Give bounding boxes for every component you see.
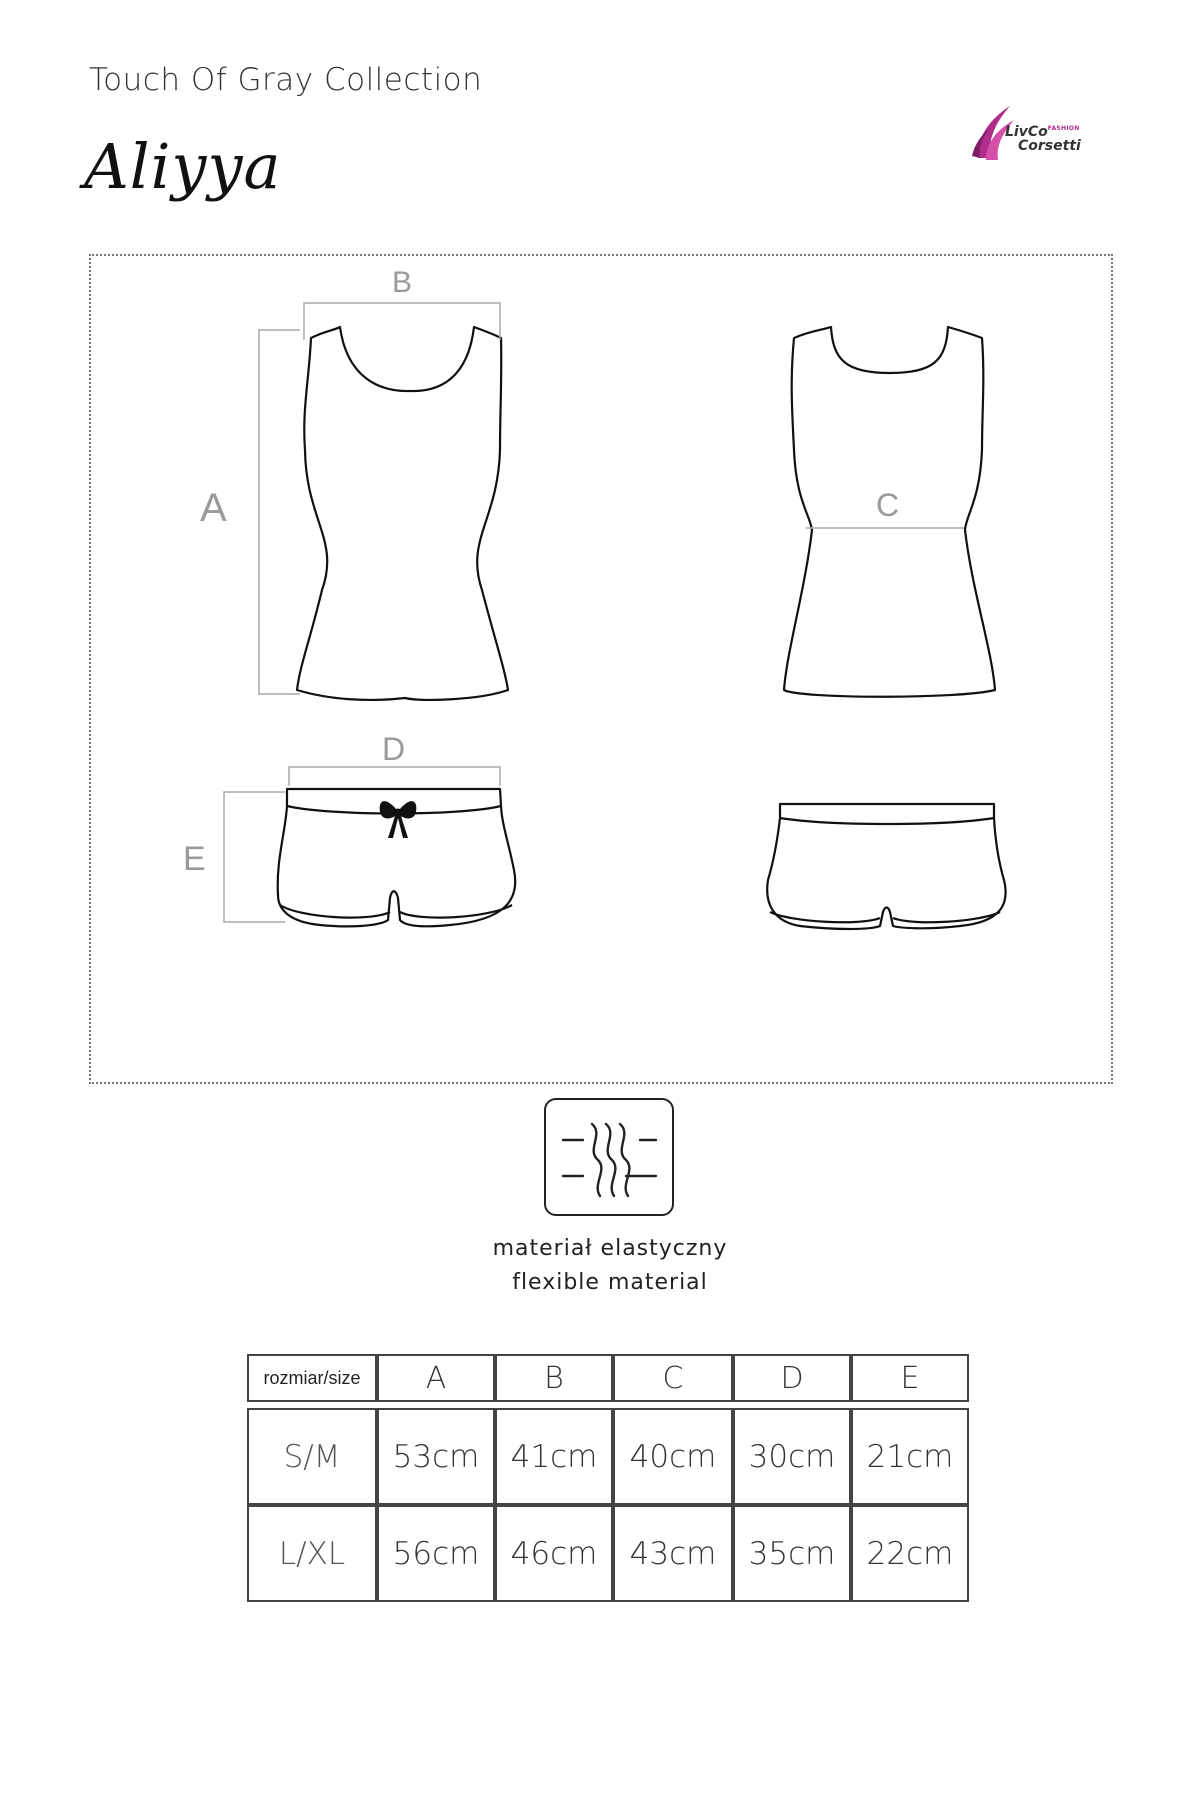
value-cell: 56cm bbox=[377, 1505, 495, 1602]
brand-name-line1: LivCo$^{FASHION}$ bbox=[1005, 124, 1080, 140]
dimension-label-b: B bbox=[392, 266, 413, 299]
value-cell: 46cm bbox=[495, 1505, 613, 1602]
size-cell: L/XL bbox=[247, 1505, 377, 1602]
header-cell-d: D bbox=[733, 1354, 851, 1402]
dimension-label-e: E bbox=[183, 840, 206, 878]
header-cell-size: rozmiar/size bbox=[247, 1354, 377, 1402]
size-table bbox=[247, 1354, 969, 1602]
dimension-label-a: A bbox=[200, 486, 227, 530]
stretch-waves-icon bbox=[544, 1098, 674, 1216]
value-cell: 21cm bbox=[851, 1408, 969, 1505]
feature-text-polish: materiał elastyczny bbox=[492, 1236, 728, 1261]
value-cell: 40cm bbox=[613, 1408, 733, 1505]
value-cell: 53cm bbox=[377, 1408, 495, 1505]
header-cell-e: E bbox=[851, 1354, 969, 1402]
table-row bbox=[247, 1505, 969, 1602]
size-table-header bbox=[247, 1354, 969, 1402]
header-cell-c: C bbox=[613, 1354, 733, 1402]
product-name: Aliyya bbox=[84, 130, 282, 203]
brand-name-line2: Corsetti bbox=[1018, 138, 1081, 154]
value-cell: 35cm bbox=[733, 1505, 851, 1602]
value-cell: 30cm bbox=[733, 1408, 851, 1505]
value-cell: 43cm bbox=[613, 1505, 733, 1602]
header-cell-a: A bbox=[377, 1354, 495, 1402]
dimension-guide-d bbox=[289, 767, 500, 786]
dimension-label-d: D bbox=[382, 731, 406, 767]
dimension-label-c: C bbox=[876, 487, 900, 523]
shorts-back bbox=[767, 804, 1005, 929]
collection-title: Touch Of Gray Collection bbox=[89, 62, 483, 98]
table-row bbox=[247, 1408, 969, 1505]
dimension-guide-e bbox=[224, 792, 285, 922]
value-cell: 22cm bbox=[851, 1505, 969, 1602]
header-cell-b: B bbox=[495, 1354, 613, 1402]
value-cell: 41cm bbox=[495, 1408, 613, 1505]
tank-top-front bbox=[297, 327, 508, 700]
feature-text-english: flexible material bbox=[512, 1270, 708, 1295]
size-cell: S/M bbox=[247, 1408, 377, 1505]
dimension-guide-a bbox=[259, 330, 300, 694]
